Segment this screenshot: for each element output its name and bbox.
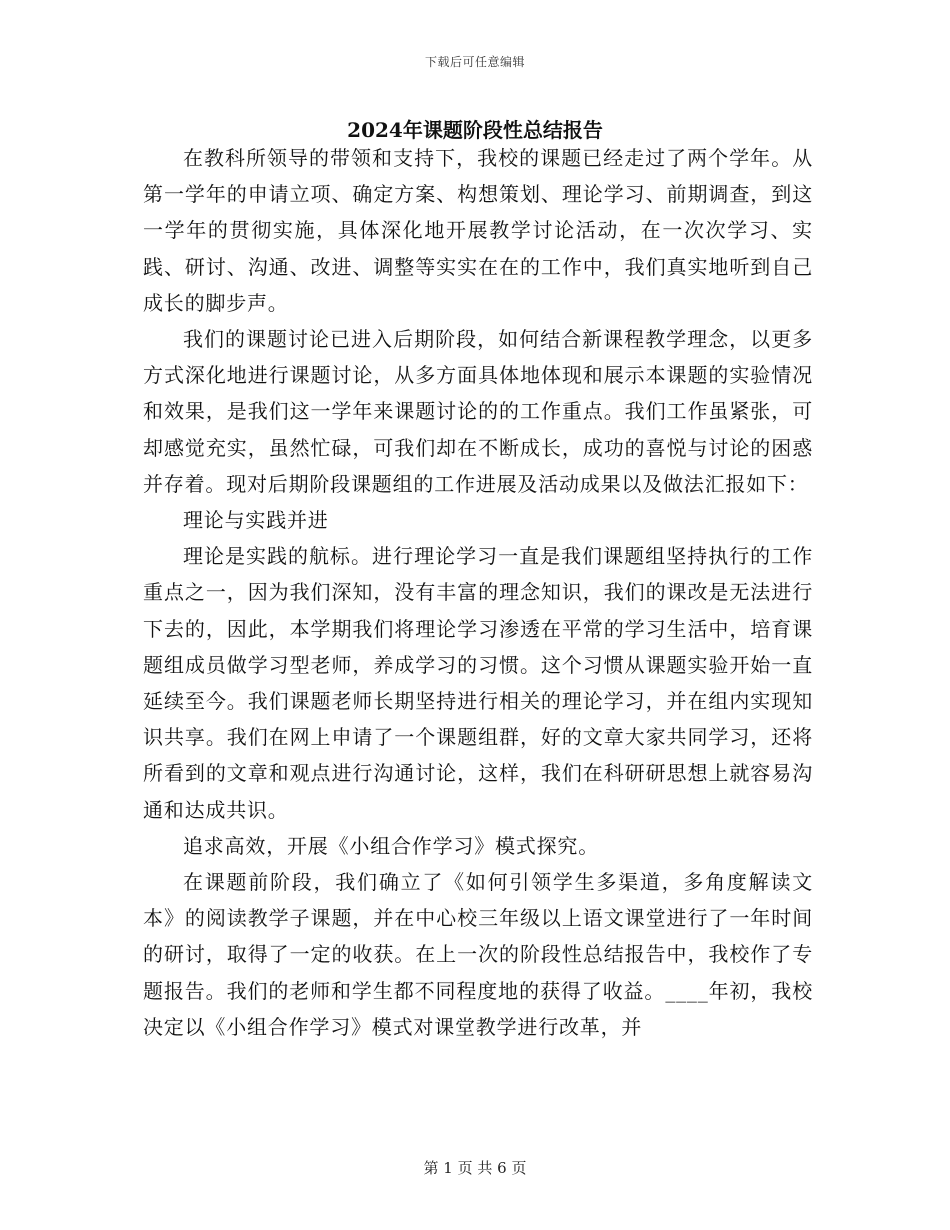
paragraph-group-learning: 在课题前阶段，我们确立了《如何引领学生多渠道，多角度解读文本》的阅读教学子课题，并在中心校三年级以上语文课堂进行了一年时间的研讨，取得了一定的收获。在上一次的阶段性总结报告中，我校作了专题报告。我们的老师和学生都不同程度地的获得了收益。____年初，我校决定以《小组合作学习》模式对课堂教学进行改革，并 [143, 870, 813, 1039]
paragraph-intro: 在教科所领导的带领和支持下，我校的课题已经走过了两个学年。从第一学年的申请立项、确定方案、构想策划、理论学习、前期调查，到这一学年的贯彻实施，具体深化地开展教学讨论活动，在一次次学习、实践、研讨、沟通、改进、调整等实实在在的工作中，我们真实地听到自己成长的脚步声。 [143, 146, 813, 315]
page-footer-page-number: 第 1 页 共 6 页 [423, 1159, 527, 1177]
paragraph-progress: 我们的课题讨论已进入后期阶段，如何结合新课程教学理念，以更多方式深化地进行课题讨论，从多方面具体地体现和展示本课题的实验情况和效果，是我们这一学年来课题讨论的的工作重点。我们工作虽紧张，可却感觉充实，虽然忙碌，可我们却在不断成长，成功的喜悦与讨论的困惑并存着。现对后期阶段课题组的工作进展及活动成果以及做法汇报如下： [143, 327, 813, 496]
page-header-note: 下载后可任意编辑 [424, 55, 525, 69]
paragraph-theory-study: 理论是实践的航标。进行理论学习一直是我们课题组坚持执行的工作重点之一，因为我们深知，没有丰富的理念知识，我们的课改是无法进行下去的，因此，本学期我们将理论学习渗透在平常的学习生活中，培育课题组成员做学习型老师，养成学习的习惯。这个习惯从课题实验开始一直延续至今。我们课题老师长期坚持进行相关的理论学习，并在组内实现知识共享。我们在网上申请了一个课题组群，好的文章大家共同学习，还将所看到的文章和观点进行沟通讨论，这样，我们在科研研思想上就容易沟通和达成共识。 [143, 544, 813, 822]
document-title: 2024年课题阶段性总结报告 [347, 118, 603, 142]
section-heading-group-learning: 追求高效，开展《小组合作学习》模式探究。 [183, 833, 599, 858]
document-body [143, 140, 813, 1045]
section-heading-theory-practice: 理论与实践并进 [183, 508, 329, 533]
